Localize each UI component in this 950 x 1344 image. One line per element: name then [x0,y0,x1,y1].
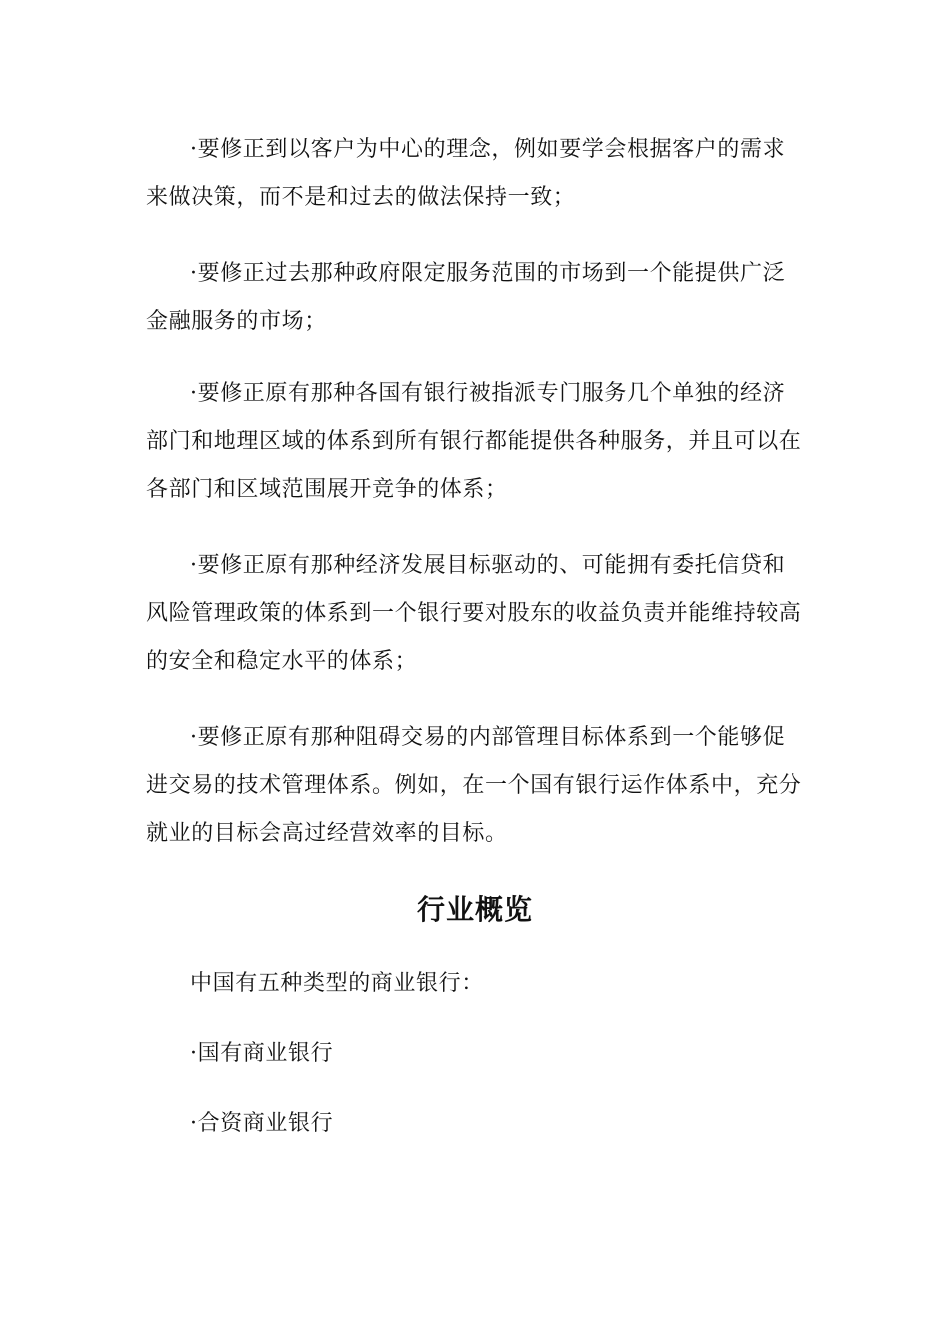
paragraph-market-scope: ·要修正过去那种政府限定服务范围的市场到一个能提供广泛金融服务的市场； [146,261,786,334]
list-item: ·合资商业银行 [190,1111,334,1136]
section-heading: 行业概览 [416,893,533,926]
list-item: ·国有商业银行 [190,1041,334,1066]
section-intro: 中国有五种类型的商业银行： [190,971,484,996]
paragraph-bank-specialization: ·要修正原有那种各国有银行被指派专门服务几个单独的经济部门和地理区域的体系到所有银行都能提供各种服务，并且可以在各部门和区域范围展开竞争的体系； [146,381,802,502]
paragraph-shareholder-returns: ·要修正原有那种经济发展目标驱动的、可能拥有委托信贷和风险管理政策的体系到一个银行要对股东的收益负责并能维持较高的安全和稳定水平的体系； [146,553,802,674]
paragraph-customer-centric: ·要修正到以客户为中心的理念，例如要学会根据客户的需求来做决策，而不是和过去的做法保持一致； [146,137,786,210]
paragraph-management-system: ·要修正原有那种阻碍交易的内部管理目标体系到一个能够促进交易的技术管理体系。例如，在一个国有银行运作体系中，充分就业的目标会高过经营效率的目标。 [146,725,802,846]
